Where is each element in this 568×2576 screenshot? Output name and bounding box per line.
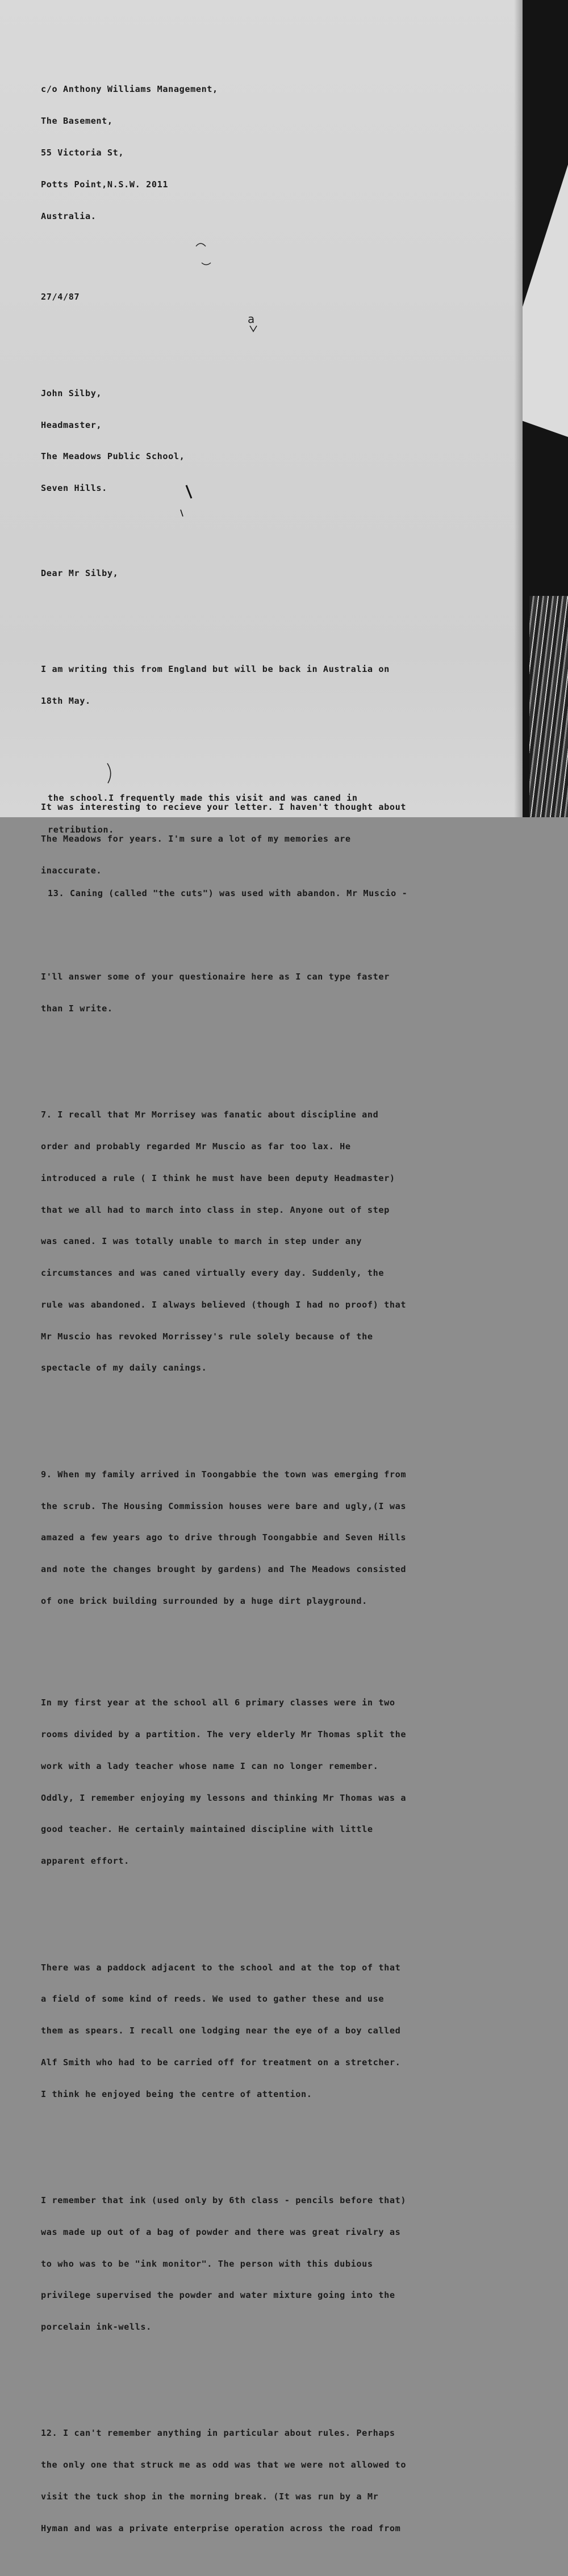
paragraph-line: was made up out of a bag of powder and there was great rivalry as xyxy=(41,2226,401,2237)
paragraph-line: Mr Muscio has revoked Morrissey's rule solely because of the xyxy=(41,1331,373,1342)
paragraph-line: 13. Caning (called "the cuts") was used with abandon. Mr Muscio - xyxy=(48,888,408,898)
paragraph-line: spectacle of my daily canings. xyxy=(41,1363,207,1373)
paragraph-line: I'll answer some of your questionaire here as I can type faster xyxy=(41,972,390,982)
paragraph-line: 12. I can't remember anything in particular about rules. Perhaps xyxy=(41,2428,395,2439)
salutation: Dear Mr Silby, xyxy=(41,568,119,579)
letter-date: 27/4/87 xyxy=(41,291,80,302)
paragraph-line: inaccurate. xyxy=(41,865,102,876)
paragraph-line: I am writing this from England but will be back in Australia on xyxy=(41,664,390,675)
paragraph-line: In my first year at the school all 6 primary classes were in two xyxy=(41,1697,395,1708)
paragraph-line: a field of some kind of reeds. We used to gather these and use xyxy=(41,1994,385,2005)
paragraph-line: the school.I frequently made this visit and was caned in xyxy=(48,793,358,804)
paragraph-line: porcelain ink-wells. xyxy=(41,2322,152,2333)
paragraph-line: introduced a rule ( I think he must have been deputy Headmaster) xyxy=(41,1173,395,1183)
paragraph-questionnaire xyxy=(41,951,512,1035)
paragraph-line: the scrub. The Housing Commission houses were bare and ugly,(I was xyxy=(41,1501,407,1511)
paragraph-line: good teacher. He certainly maintained discipline with little xyxy=(41,1824,373,1835)
paragraph-line: There was a paddock adjacent to the school and at the top of that xyxy=(41,1962,401,1973)
paragraph-line: 18th May. xyxy=(41,695,91,706)
paragraph-item-9 xyxy=(41,1448,512,1628)
pen-marks xyxy=(0,0,523,817)
paragraph-line: circumstances and was caned virtually every day. Suddenly, the xyxy=(41,1268,385,1279)
handwritten-insert-a: a xyxy=(248,312,255,326)
paragraph-line: Alf Smith who had to be carried off for treatment on a stretcher. xyxy=(41,2057,401,2067)
paragraph-line: privilege supervised the powder and water mixture going into the xyxy=(41,2290,395,2301)
address-line: 55 Victoria St, xyxy=(41,147,124,158)
paragraph-line: visit the tuck shop in the morning break. (It was run by a Mr xyxy=(41,2491,379,2502)
paragraph-line: order and probably regarded Mr Muscio as far too lax. He xyxy=(41,1141,351,1152)
paragraph-ink xyxy=(41,2174,512,2354)
paragraph-line: them as spears. I recall one lodging near the eye of a boy called xyxy=(41,2025,401,2036)
paragraph-item-12 xyxy=(41,2407,512,2554)
paragraph-item-7 xyxy=(41,1089,512,1394)
paragraph-line: that we all had to march into class in step. Anyone out of step xyxy=(41,1204,390,1215)
recipient-line: John Silby, xyxy=(41,388,102,398)
paragraph-first-year xyxy=(41,1676,512,1888)
paragraph-line: of one brick building surrounded by a huge dirt playground. xyxy=(41,1595,367,1606)
recipient-line: Seven Hills. xyxy=(41,483,107,494)
address-line: Potts Point,N.S.W. 2011 xyxy=(41,179,169,190)
bracket-mark xyxy=(107,763,111,783)
paragraph-line: apparent effort. xyxy=(41,1856,130,1867)
paragraph-line: I think he enjoyed being the centre of attention. xyxy=(41,2088,312,2099)
insert-mark xyxy=(181,510,183,516)
address-line: The Basement, xyxy=(41,116,113,127)
paragraph-line: work with a lady teacher whose name I can no longer remember. xyxy=(41,1760,379,1771)
address-line: Australia. xyxy=(41,211,97,221)
paragraph-line: retribution. xyxy=(48,824,114,835)
paragraph-line: the only one that struck me as odd was that we were not allowed to xyxy=(41,2460,407,2470)
paragraph-line: rule was abandoned. I always believed (though I had no proof) that xyxy=(41,1299,407,1310)
strike-mark xyxy=(186,485,191,498)
caret-mark xyxy=(250,326,257,331)
recipient-line: Headmaster, xyxy=(41,419,102,430)
paragraph-line xyxy=(48,856,513,867)
recipient-line: The Meadows Public School, xyxy=(41,451,185,462)
paragraph-line: I remember that ink (used only by 6th class - pencils before that) xyxy=(41,2195,407,2205)
paragraph-line: 7. I recall that Mr Morrisey was fanatic about discipline and xyxy=(41,1110,379,1120)
paragraph-line: was caned. I was totally unable to march in step under any xyxy=(41,1236,362,1247)
paragraph-line: amazed a few years ago to drive through Toongabbie and Seven Hills xyxy=(41,1532,407,1543)
transpose-mark xyxy=(202,263,211,265)
paragraph-line: than I write. xyxy=(41,1003,113,1014)
paragraph-line: and note the changes brought by gardens) and The Meadows consisted xyxy=(41,1564,407,1575)
paragraph-line: It was interesting to recieve your letter. I haven't thought about xyxy=(41,802,407,813)
transpose-mark xyxy=(196,243,206,246)
paragraph-line: Hyman and was a private enterprise operation across the road from xyxy=(41,2523,401,2533)
paragraph-line: Oddly, I remember enjoying my lessons and thinking Mr Thomas was a xyxy=(41,1792,407,1803)
background-trees-photo xyxy=(529,596,568,817)
paragraph-line: The Meadows for years. I'm sure a lot of my memories are xyxy=(41,833,351,844)
address-line: c/o Anthony Williams Management, xyxy=(41,84,218,95)
paragraph-paddock xyxy=(41,1941,512,2120)
paragraph-line: 9. When my family arrived in Toongabbie the town was emerging from xyxy=(41,1469,407,1480)
paragraph-line: rooms divided by a partition. The very elderly Mr Thomas split the xyxy=(41,1729,407,1740)
paragraph-line: to who was to be "ink monitor". The person with this dubious xyxy=(41,2258,373,2269)
